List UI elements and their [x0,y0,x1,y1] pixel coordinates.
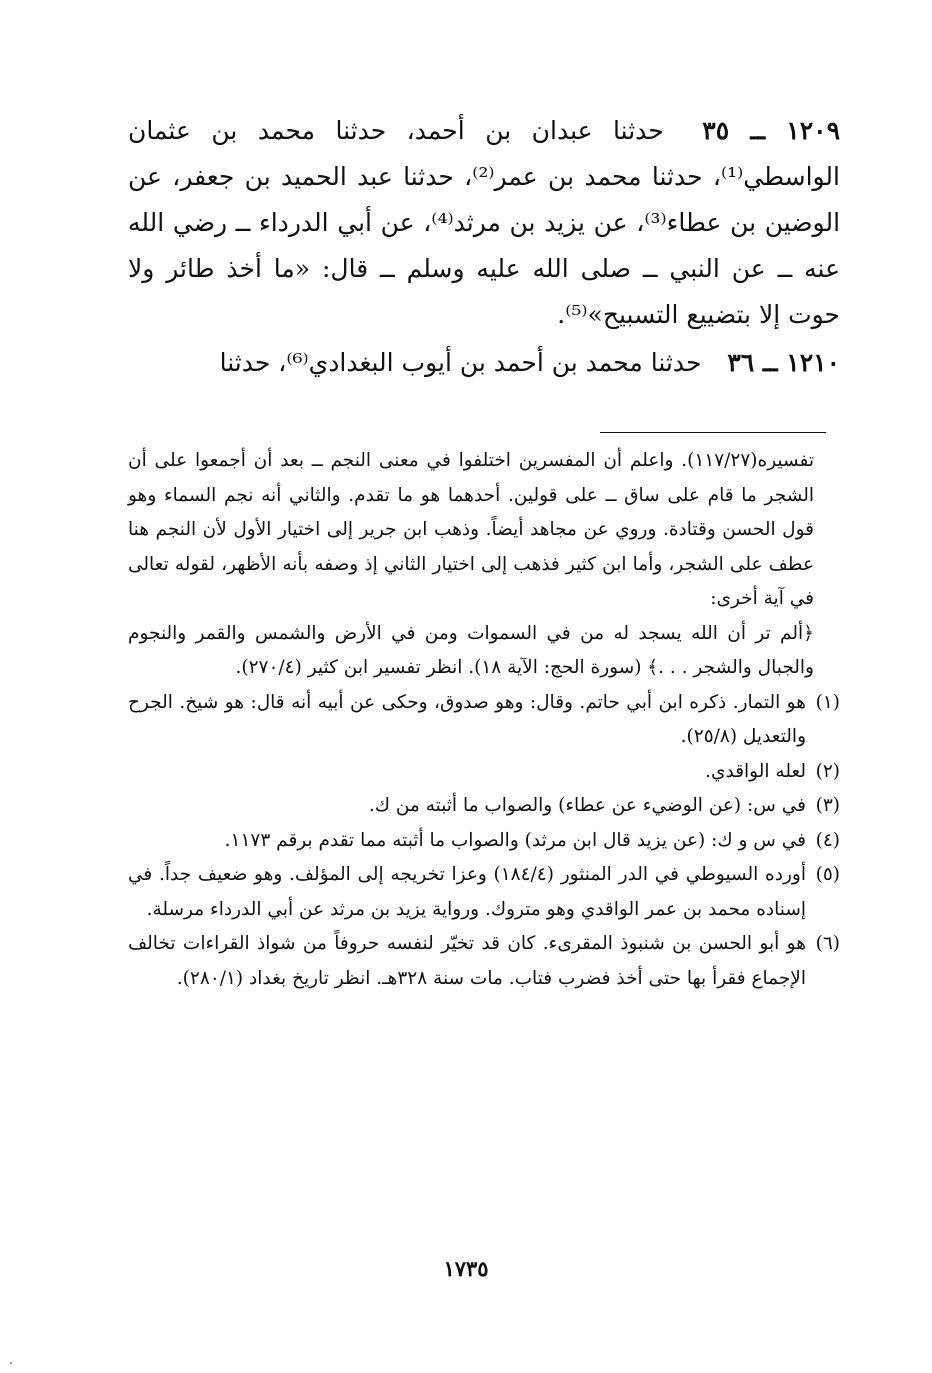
hadith-text: حدثنا محمد بن أحمد بن أيوب البغدادي⁽⁶⁾، حدثنا [219,348,702,377]
footnote-text: أورده السيوطي في الدر المنثور (١٨٤/٤) وعزا تخريجه إلى المؤلف. وهو ضعيف جداً. في إسناده محمد بن عمر الواقدي وهو متروك. ورواية يزيد بن مرثد عن أبي الدرداء مرسلة. [128,864,806,920]
footnote-marker: (٤) [815,829,840,851]
footnote-separator [600,432,826,433]
footnote-continuation: ﴿ألم تر أن الله يسجد له من في السموات ومن في الأرض والشمس والقمر والنجوم والجبال والشجر . . .﴾ (سورة الحج: الآية ١٨). انظر تفسير ابن كثير (٢٧٠/٤). [128,622,814,678]
footnote-marker: (٦) [815,933,840,954]
hadith-number: ١٢١٠ ــ ٣٦ [727,348,840,377]
hadith-text: حدثنا عبدان بن أحمد، حدثنا محمد بن عثمان الواسطي⁽¹⁾، حدثنا محمد بن عمر⁽²⁾، حدثنا عبد الحميد بن جعفر، عن الوضين بن عطاء⁽³⁾، عن يزيد بن مرثد⁽⁴⁾، عن أبي الدرداء ــ رضي الله عنه ــ عن النبي ــ صلى الله عليه وسلم ــ قال: «ما أخذ طائر ولا حوت إلا بتضييع التسبيح»⁽⁵⁾. [128,116,841,329]
footnote-marker: (٣) [815,795,840,816]
hadith-paragraph [128,340,840,386]
footnote-item [128,858,840,927]
footnote-item [128,686,840,755]
footnote-item [128,927,840,996]
footnote-text: هو أبو الحسن بن شنبوذ المقرىء. كان قد تخيّر لنفسه حروفاً من شواذ القراءات تخالف الإجماع فقرأ بها حتى أخذ فضرب فتاب. مات سنة ٣٢٨هـ. انظر تاريخ بغداد (٢٨٠/١). [128,933,806,989]
hadith-number: ١٢٠٩ ــ ٣٥ [702,116,840,145]
footnote-item [128,789,840,824]
footnote-continuation: تفسيره(١١٧/٢٧). واعلم أن المفسرين اختلفوا في معنى النجم ــ بعد أن أجمعوا على أن الشجر ما قام على ساق ــ على قولين. أحدهما هو ما تقدم. والثاني أنه نجم السماء وهو قول الحسن وقتادة. وروي عن مجاهد أيضاً. وذهب ابن جرير إلى اختيار الأول لأن النجم هنا عطف على الشجر، وأما ابن كثير فذهب إلى اختيار الثاني إذ وصفه بأنه الأظهر، لقوله تعالى في آية أخرى: [128,450,814,609]
footnote-marker: (٢) [815,760,840,782]
footnote-item [128,755,840,790]
footnote-text: في س: (عن الوضيء عن عطاء) والصواب ما أثبته من ك. [368,795,806,816]
main-text [128,108,840,388]
hadith-paragraph [128,108,840,338]
footnote-text: لعله الواقدي. [705,760,806,782]
footnote-item [128,824,840,859]
scan-speck [10,1362,12,1364]
footnotes [128,444,840,996]
footnote-marker: (١) [815,691,840,713]
footnote-text: هو التمار. ذكره ابن أبي حاتم. وقال: وهو صدوق، وحكى عن أبيه أنه قال: هو شيخ. الجرح والتعديل (٢٥/٨). [128,691,806,747]
footnote-marker: (٥) [815,864,840,885]
footnote-text: في س و ك: (عن يزيد قال ابن مرثد) والصواب ما أثبته مما تقدم برقم ١١٧٣. [224,829,806,851]
page-number: ١٧٣٥ [443,1256,489,1281]
